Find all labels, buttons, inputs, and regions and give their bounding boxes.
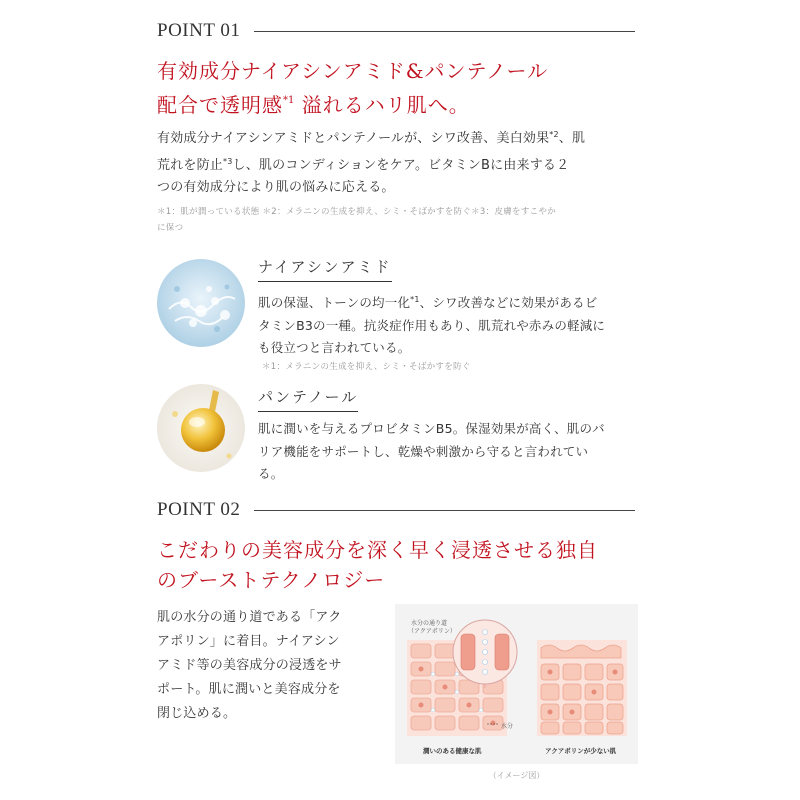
point-01-header	[157, 20, 635, 42]
point-02-heading-line-1: こだわりの美容成分を深く早く浸透させる独自	[157, 538, 598, 562]
aquaporin-label: （アクアポリン）	[408, 628, 456, 635]
body-line	[157, 151, 585, 178]
body-line: ポート。肌に潤いと美容成分を	[157, 682, 341, 697]
point-02-heading-line-2: のブーストテクノロジー	[157, 568, 386, 592]
body-line: リア機能をサポートし、乾燥や刺激から守ると言われてい	[258, 443, 589, 459]
footnote-mark: *1	[410, 295, 420, 304]
body-text: 肌の保湿、トーンの均一化	[258, 295, 411, 310]
point-02-rule	[254, 510, 635, 511]
water-path-label: 水分の通り道	[411, 620, 448, 627]
body-line: 肌に潤いを与えるプロビタミンB5。保湿効果が高く、肌のバ	[258, 421, 605, 436]
niacinamide-description	[258, 289, 605, 360]
body-line: る。	[258, 466, 284, 481]
niacinamide-footnote	[262, 359, 471, 375]
point-01-footnotes	[157, 204, 556, 236]
body-line: も役立つと言われている。	[258, 340, 411, 355]
panthenol-description	[258, 418, 605, 486]
panthenol-image	[157, 384, 245, 472]
body-line	[258, 289, 605, 315]
image-note: （イメージ図）	[488, 771, 545, 780]
point-02-heading	[157, 535, 598, 595]
point-01-rule	[254, 31, 635, 32]
heading-text: 溢れるハリ肌へ。	[294, 93, 470, 117]
point-01-heading	[157, 56, 548, 120]
point-01-heading-line-2	[157, 86, 548, 120]
footnote-mark: *3	[223, 156, 233, 166]
body-line	[157, 124, 585, 151]
point-01-label: POINT 01	[157, 20, 241, 41]
body-line: 肌の水分の通り道である「アク	[157, 610, 342, 625]
footnote-line: ＊1：肌が潤っている状態 ＊2：メラニンの生成を抑え、シミ・そばかすを防ぐ＊3：皮膚をすこやか	[157, 207, 557, 217]
point-01-body	[157, 124, 585, 200]
point-02-header	[157, 499, 635, 521]
healthy-skin-caption: 潤いのある健康な肌	[423, 747, 482, 755]
niacinamide-image	[157, 259, 245, 347]
low-aquaporin-skin-caption: アクアポリンが少ない肌	[545, 747, 617, 755]
footnote-line: に保つ	[157, 223, 184, 233]
body-line: 閉じ込める。	[157, 706, 237, 721]
body-text: 有効成分ナイアシンアミドとパンテノールが、シワ改善、美白効果	[157, 131, 550, 146]
point-02-label: POINT 02	[157, 499, 241, 520]
heading-footnote-mark: *1	[283, 95, 295, 106]
aquaporin-diagram	[395, 604, 638, 764]
point-01-heading-line-1: 有効成分ナイアシンアミド&パンテノール	[157, 59, 549, 83]
water-label: 水分	[501, 723, 514, 730]
heading-text: 配合で透明感	[157, 93, 283, 117]
body-line: アポリン」に着目。ナイアシン	[157, 634, 340, 649]
body-text: 荒れを防止	[157, 157, 224, 173]
niacinamide-title: ナイアシンアミド	[258, 256, 392, 282]
body-text: 、シワ改善などに効果があるビ	[419, 295, 598, 310]
body-text: 、肌	[558, 131, 586, 146]
panthenol-title: パンテノール	[258, 386, 358, 412]
footnote-mark: *2	[549, 130, 559, 139]
body-text: し、肌のコンディションをケア。ビタミンBに由来する２	[232, 157, 570, 173]
body-line: タミンB3の一種。抗炎症作用もあり、肌荒れや赤みの軽減に	[258, 317, 606, 333]
body-line: アミド等の美容成分の浸透をサ	[157, 658, 342, 673]
footnote-line: ＊1：メラニンの生成を抑え、シミ・そばかすを防ぐ	[262, 362, 471, 372]
point-02-body	[157, 606, 342, 726]
body-line: つの有効成分により肌の悩みに応える。	[157, 180, 395, 195]
